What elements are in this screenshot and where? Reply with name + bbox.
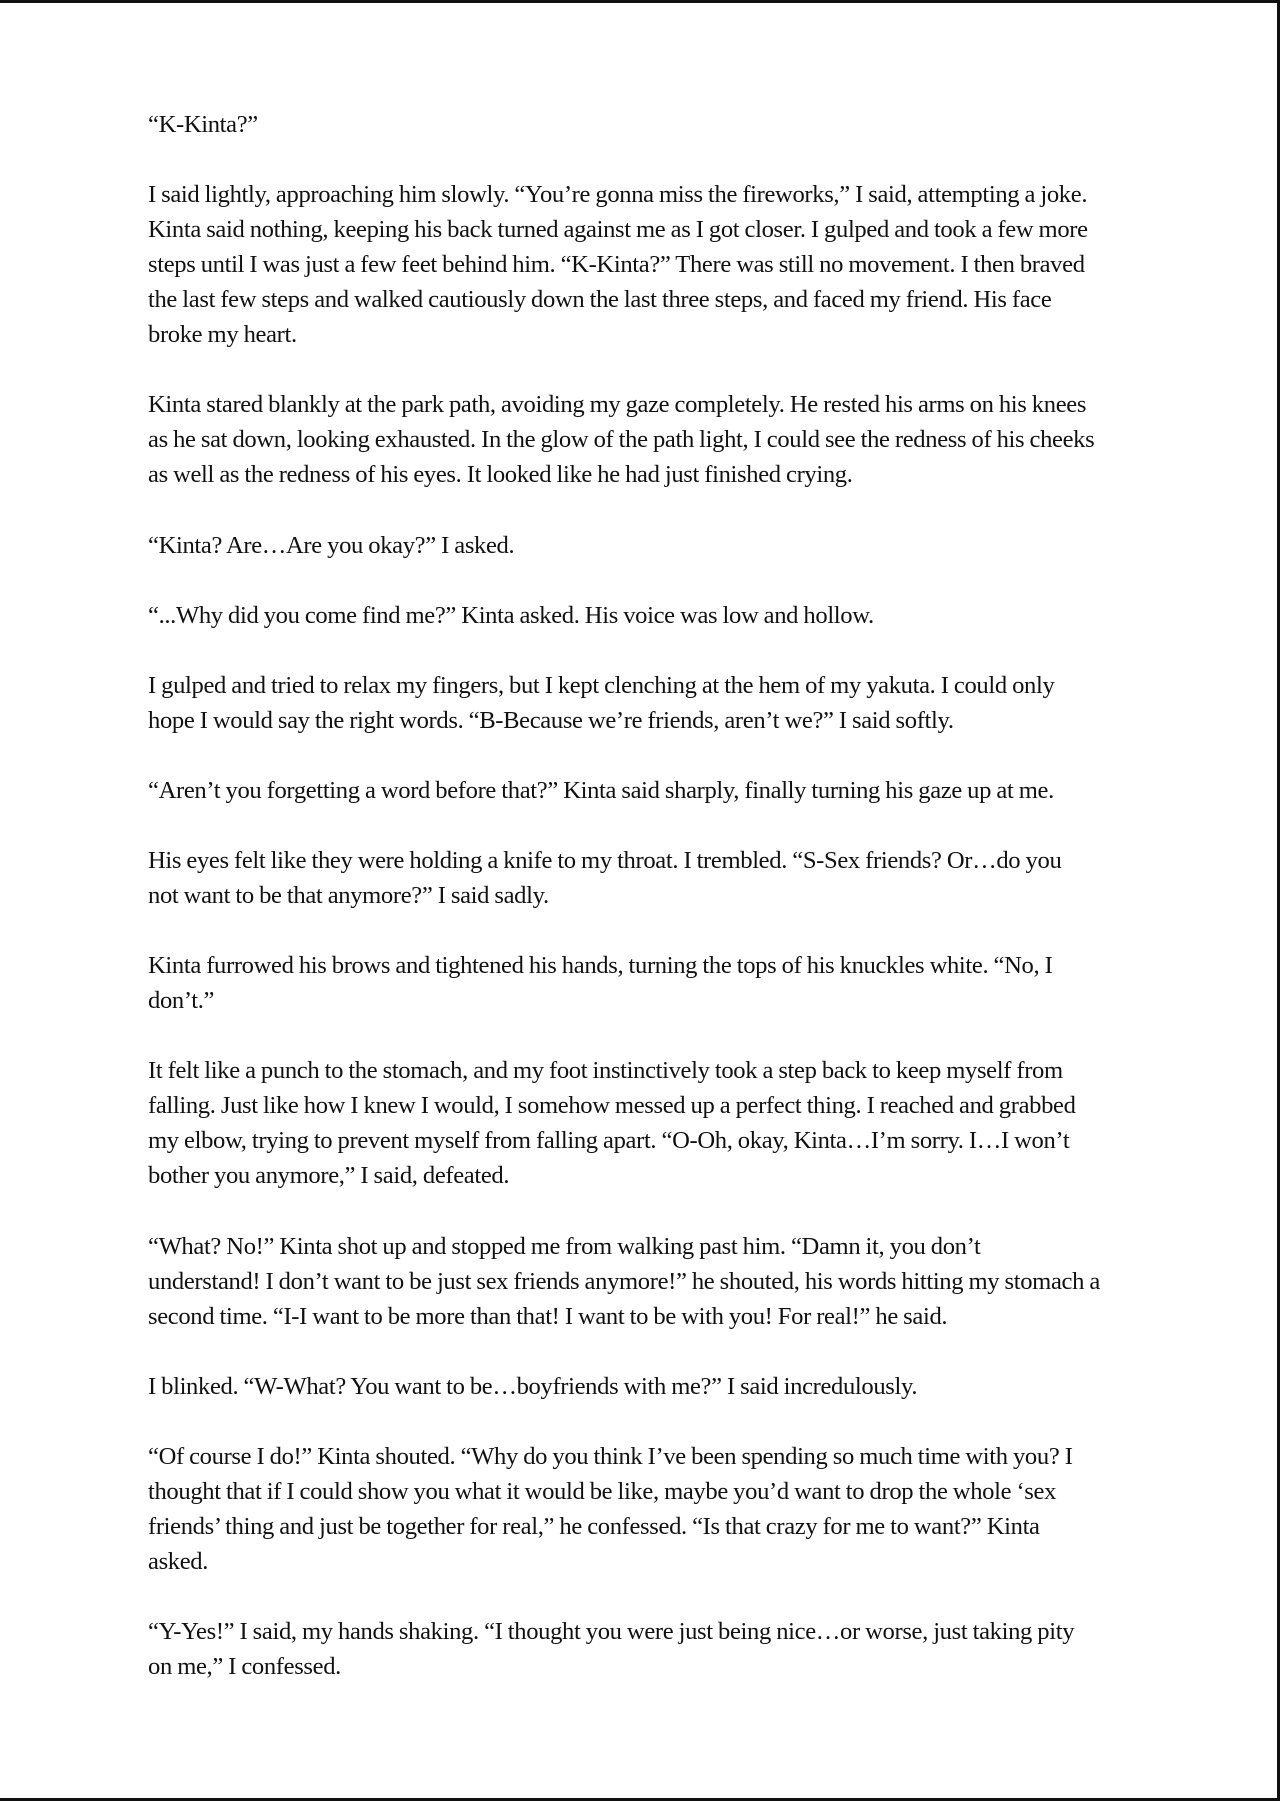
paragraph [148,1053,1100,1193]
text-line: “Y-Yes!” I said, my hands shaking. “I thought you were just being nice…or worse, just taking pity [148,1618,1075,1646]
text-line: “Aren’t you forgetting a word before that?” Kinta said sharply, finally turning his gaze up at me. [148,776,1054,804]
paragraph [148,1439,1100,1579]
text-line: Kinta furrowed his brows and tightened his hands, turning the tops of his knuckles white. “No, I [148,952,1053,980]
text-line: don’t.” [148,987,215,1015]
text-line: “Kinta? Are…Are you okay?” I asked. [148,531,515,559]
text-line: as he sat down, looking exhausted. In the glow of the path light, I could see the redness of his cheeks [148,426,1095,454]
text-line: not want to be that anymore?” I said sadly. [148,882,549,910]
text-line: falling. Just like how I knew I would, I somehow messed up a perfect thing. I reached and grabbed [148,1092,1076,1120]
paragraph [148,387,1100,492]
text-line: thought that if I could show you what it would be like, maybe you’d want to drop the whole ‘sex [148,1477,1057,1505]
text-line: I said lightly, approaching him slowly. “You’re gonna miss the fireworks,” I said, attempting a joke. [148,181,1088,209]
text-line: hope I would say the right words. “B-Because we’re friends, aren’t we?” I said softly. [148,706,954,734]
paragraph [148,177,1100,352]
text-line: steps until I was just a few feet behind him. “K-Kinta?” There was still no movement. I then braved [148,251,1085,279]
text-line: asked. [148,1547,209,1575]
paragraph [148,773,1100,808]
text-line: friends’ thing and just be together for real,” he confessed. “Is that crazy for me to want?” Kinta [148,1512,1040,1540]
paragraph [148,1614,1100,1684]
text-line: second time. “I-I want to be more than that! I want to be with you! For real!” he said. [148,1302,948,1330]
paragraph [148,598,1100,633]
text-line: I blinked. “W-What? You want to be…boyfriends with me?” I said incredulously. [148,1372,918,1400]
text-line: It felt like a punch to the stomach, and my foot instinctively took a step back to keep myself from [148,1057,1063,1085]
text-line: I gulped and tried to relax my fingers, but I kept clenching at the hem of my yakuta. I could only [148,671,1055,699]
paragraph [148,107,1100,142]
paragraph [148,668,1100,738]
text-line: “K-Kinta?” [148,111,258,138]
text-line: bother you anymore,” I said, defeated. [148,1162,510,1190]
document-body [148,107,1100,1719]
text-line: “Of course I do!” Kinta shouted. “Why do you think I’ve been spending so much time with you? I [148,1442,1073,1470]
text-line: as well as the redness of his eyes. It looked like he had just finished crying. [148,461,853,489]
text-line: Kinta said nothing, keeping his back turned against me as I got closer. I gulped and took a few more [148,216,1088,244]
text-line: broke my heart. [148,321,297,349]
paragraph [148,948,1100,1018]
text-line: His eyes felt like they were holding a knife to my throat. I trembled. “S-Sex friends? Or…do you [148,846,1062,874]
paragraph [148,528,1100,563]
text-line: “...Why did you come find me?” Kinta asked. His voice was low and hollow. [148,601,874,629]
text-line: “What? No!” Kinta shot up and stopped me from walking past him. “Damn it, you don’t [148,1232,981,1260]
text-line: my elbow, trying to prevent myself from falling apart. “O-Oh, okay, Kinta…I’m sorry. I…I won’t [148,1127,1070,1155]
text-line: the last few steps and walked cautiously down the last three steps, and faced my friend. His face [148,286,1052,314]
paragraph [148,843,1100,913]
text-line: understand! I don’t want to be just sex friends anymore!” he shouted, his words hitting my stomach a [148,1267,1100,1295]
paragraph [148,1369,1100,1404]
text-line: on me,” I confessed. [148,1653,341,1681]
text-line: Kinta stared blankly at the park path, avoiding my gaze completely. He rested his arms on his knees [148,391,1087,419]
paragraph [148,1229,1100,1334]
